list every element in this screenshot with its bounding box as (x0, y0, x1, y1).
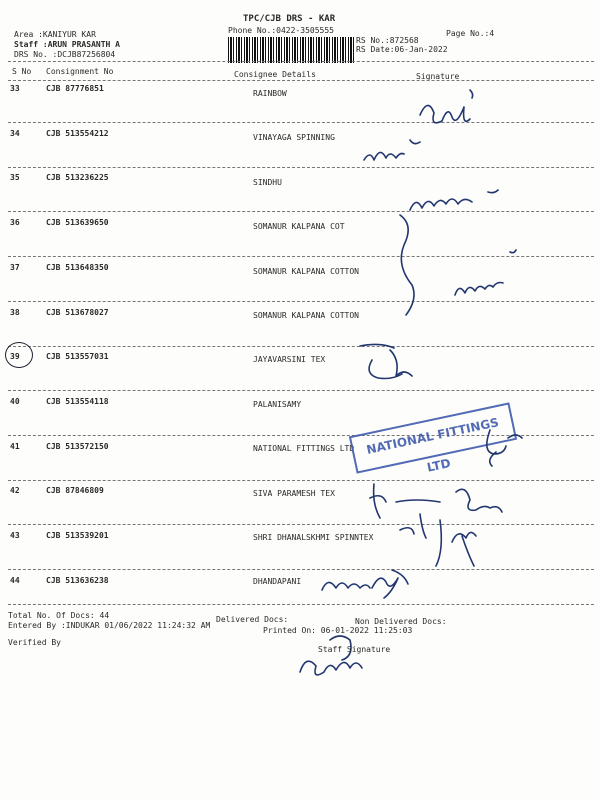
row-sno: 37 (10, 262, 20, 272)
row-consignment-no: CJB 513639650 (46, 218, 109, 228)
column-consignment: Consignment No (46, 67, 114, 76)
column-consignee: Consignee Details (234, 70, 316, 79)
signature-44 (322, 570, 408, 598)
row-consignee-name: SIVA PARAMESH TEX (253, 488, 335, 498)
row-consignment-no: CJB 513554212 (46, 128, 109, 138)
row-consignment-no: CJB 513236225 (46, 173, 109, 183)
drs-number: DRS No. :DCJB87256804 (14, 50, 116, 59)
signature-34 (364, 140, 420, 160)
rs-number: RS No.:872568 (356, 36, 419, 45)
row-consignee-name: RAINBOW (253, 89, 287, 98)
signature-43 (400, 514, 476, 566)
phone-number: Phone No.:0422-3505555 (228, 26, 334, 35)
row-consignee-name: PALANISAMY (253, 399, 302, 409)
row-consignee-name: SHRI DHANALSKHMI SPINNTEX (253, 533, 374, 542)
row-consignee-name: SOMANUR KALPANA COTTON (253, 311, 359, 320)
signature-39 (360, 344, 412, 378)
row-sno: 35 (10, 173, 20, 183)
non-delivered-docs: Non Delivered Docs: (355, 617, 447, 626)
row-consignment-no: CJB 513648350 (46, 262, 109, 272)
signature-41 (487, 430, 522, 466)
printed-on: Printed On: 06-01-2022 11:25:03 (263, 626, 413, 635)
signature-37 (455, 250, 516, 295)
row-consignee-name: DHANDAPANI (253, 577, 302, 587)
row-sno: 41 (10, 441, 20, 451)
row-sno: 42 (10, 486, 20, 496)
signature-42 (370, 484, 502, 518)
row-consignee-name: SOMANUR KALPANA COTTON (253, 266, 359, 276)
row-consignment-no: CJB 87846809 (46, 486, 104, 496)
row-consignee-name: SINDHU (253, 177, 282, 187)
stamp-text: NATIONAL FITTINGS LTD (365, 415, 500, 475)
row-sno: 38 (10, 307, 20, 317)
row-sno: 43 (10, 531, 20, 540)
staff-signature-mark (300, 636, 362, 675)
column-signature: Signature (416, 72, 460, 81)
row-consignee-name: NATIONAL FITTINGS LTD (253, 444, 355, 454)
divider (8, 604, 594, 605)
page-number: Page No.:4 (446, 29, 495, 38)
document-title: TPC/CJB DRS - KAR (243, 14, 336, 24)
row-sno: 34 (10, 128, 20, 138)
row-sno: 36 (10, 218, 20, 228)
signature-33 (420, 90, 473, 123)
row-consignee-name: SOMANUR KALPANA COT (253, 222, 345, 232)
staff-field: Staff :ARUN PRASANTH A (14, 40, 120, 49)
row-sno: 39 (10, 352, 20, 362)
area-field: Area :KANIYUR KAR (14, 30, 96, 39)
row-consignment-no: CJB 513572150 (46, 441, 109, 451)
row-consignment-no: CJB 513557031 (46, 352, 109, 362)
row-sno: 40 (10, 396, 20, 406)
column-sno: S No (12, 67, 32, 76)
row-consignee-name: JAYAVARSINI TEX (253, 355, 326, 365)
row-sno: 44 (10, 575, 20, 585)
delivered-docs: Delivered Docs: (216, 615, 289, 624)
row-sno: 33 (10, 84, 20, 93)
signature-36 (400, 190, 498, 315)
row-consignment-no: CJB 513554118 (46, 396, 109, 406)
rs-date: RS Date:06-Jan-2022 (356, 45, 448, 54)
staff-signature-label: Staff Signature (318, 645, 391, 654)
verified-by: Verified By (8, 638, 61, 647)
row-consignment-no: CJB 513678027 (46, 307, 109, 317)
entered-by: Entered By :INDUKAR 01/06/2022 11:24:32 AM (8, 621, 211, 630)
row-consignment-no: CJB 87776851 (46, 84, 104, 93)
total-docs: Total No. Of Docs: 44 (8, 611, 110, 620)
row-consignment-no: CJB 513636238 (46, 575, 109, 585)
row-consignee-name: VINAYAGA SPINNING (253, 133, 335, 143)
row-consignment-no: CJB 513539201 (46, 531, 109, 540)
